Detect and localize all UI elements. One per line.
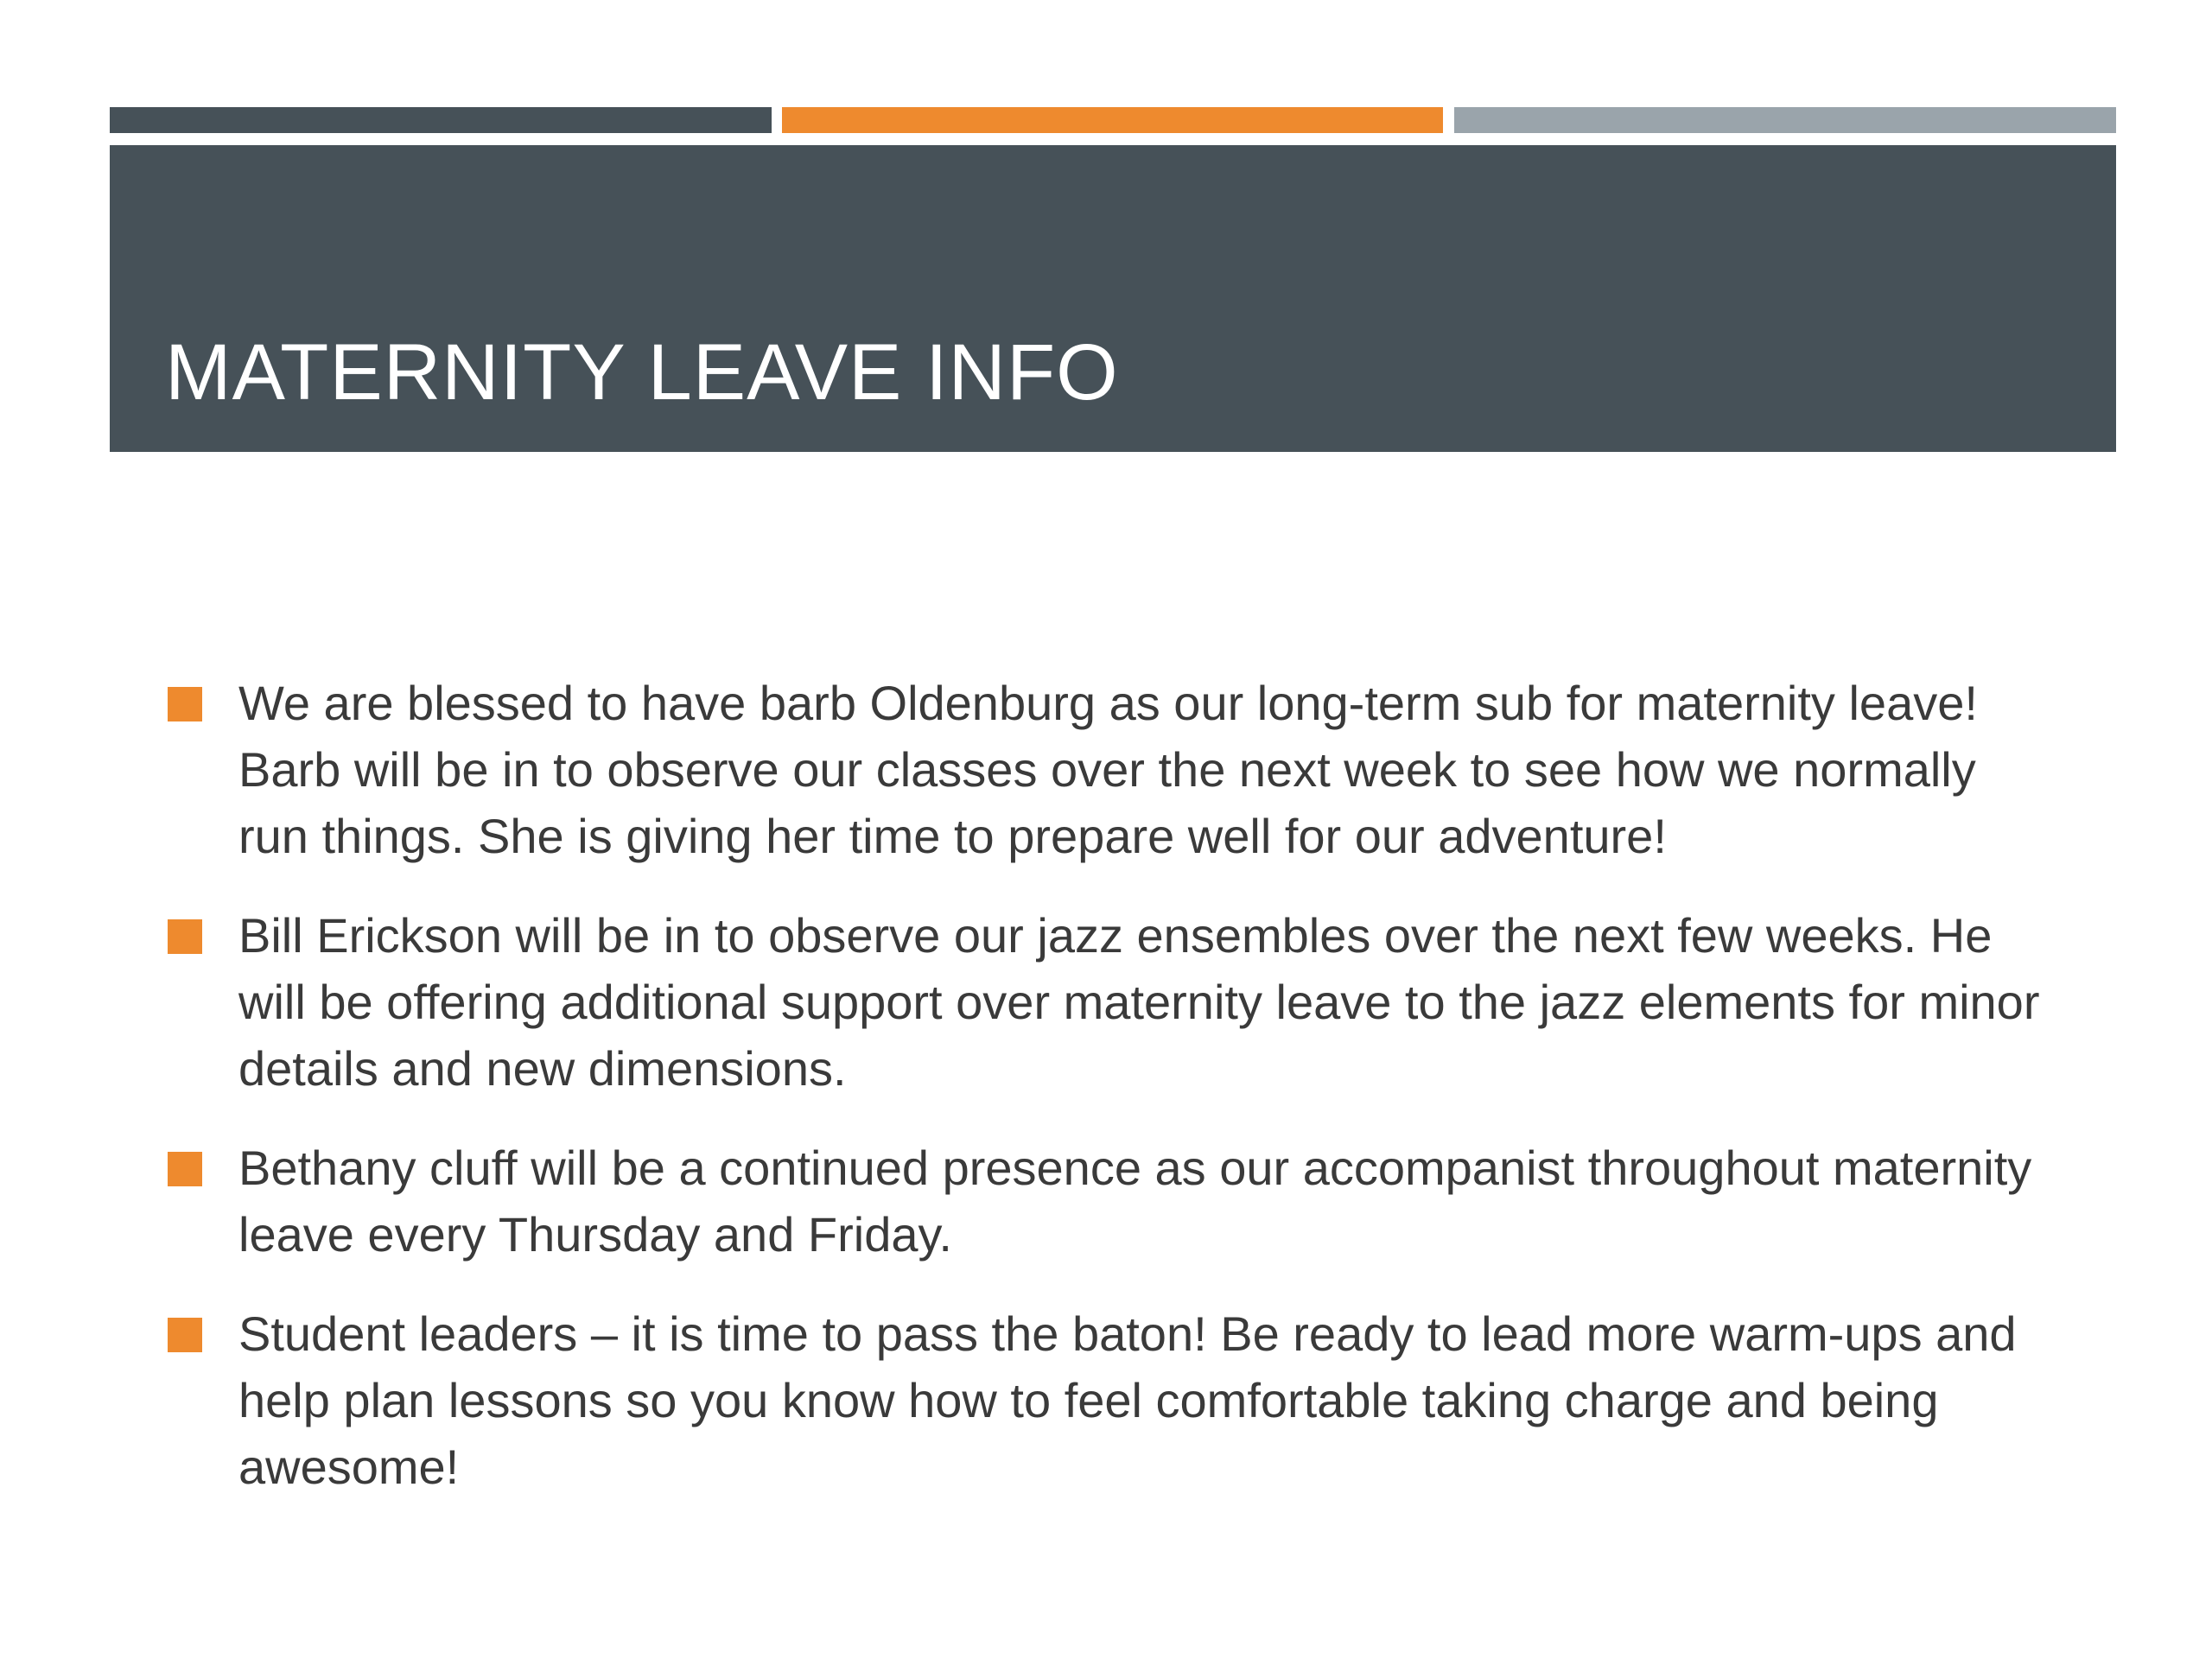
bullet-text: Bethany cluff will be a continued presence as our accompanist throughout maternity leave every Thursday and Friday. [238, 1141, 2032, 1262]
square-bullet-icon [168, 687, 202, 721]
square-bullet-icon [168, 1152, 202, 1186]
bullet-text: Student leaders – it is time to pass the baton! Be ready to lead more warm-ups and help plan lessons so you know how to feel comfortable taking charge and being awesome! [238, 1306, 2017, 1494]
accent-bar-dark [110, 107, 772, 133]
square-bullet-icon [168, 919, 202, 954]
bullet-text: Bill Erickson will be in to observe our jazz ensembles over the next few weeks. He will be offering additional support over maternity leave to the jazz elements for minor details and new dimensions. [238, 908, 2040, 1096]
accent-bar-orange [782, 107, 1443, 133]
square-bullet-icon [168, 1318, 202, 1352]
bullet-list [168, 670, 2056, 1533]
bullet-text: We are blessed to have barb Oldenburg as our long-term sub for maternity leave! Barb will be in to observe our classes over the next week to see how we normally run things. She is giving her time to prepare well for our adventure! [238, 676, 1978, 863]
slide-title: MATERNITY LEAVE INFO [165, 328, 1119, 416]
bullet-item [168, 1135, 2056, 1268]
accent-bar-gray [1454, 107, 2116, 133]
title-band [110, 145, 2116, 452]
bullet-item [168, 670, 2056, 869]
bullet-item [168, 902, 2056, 1102]
bullet-item [168, 1300, 2056, 1500]
